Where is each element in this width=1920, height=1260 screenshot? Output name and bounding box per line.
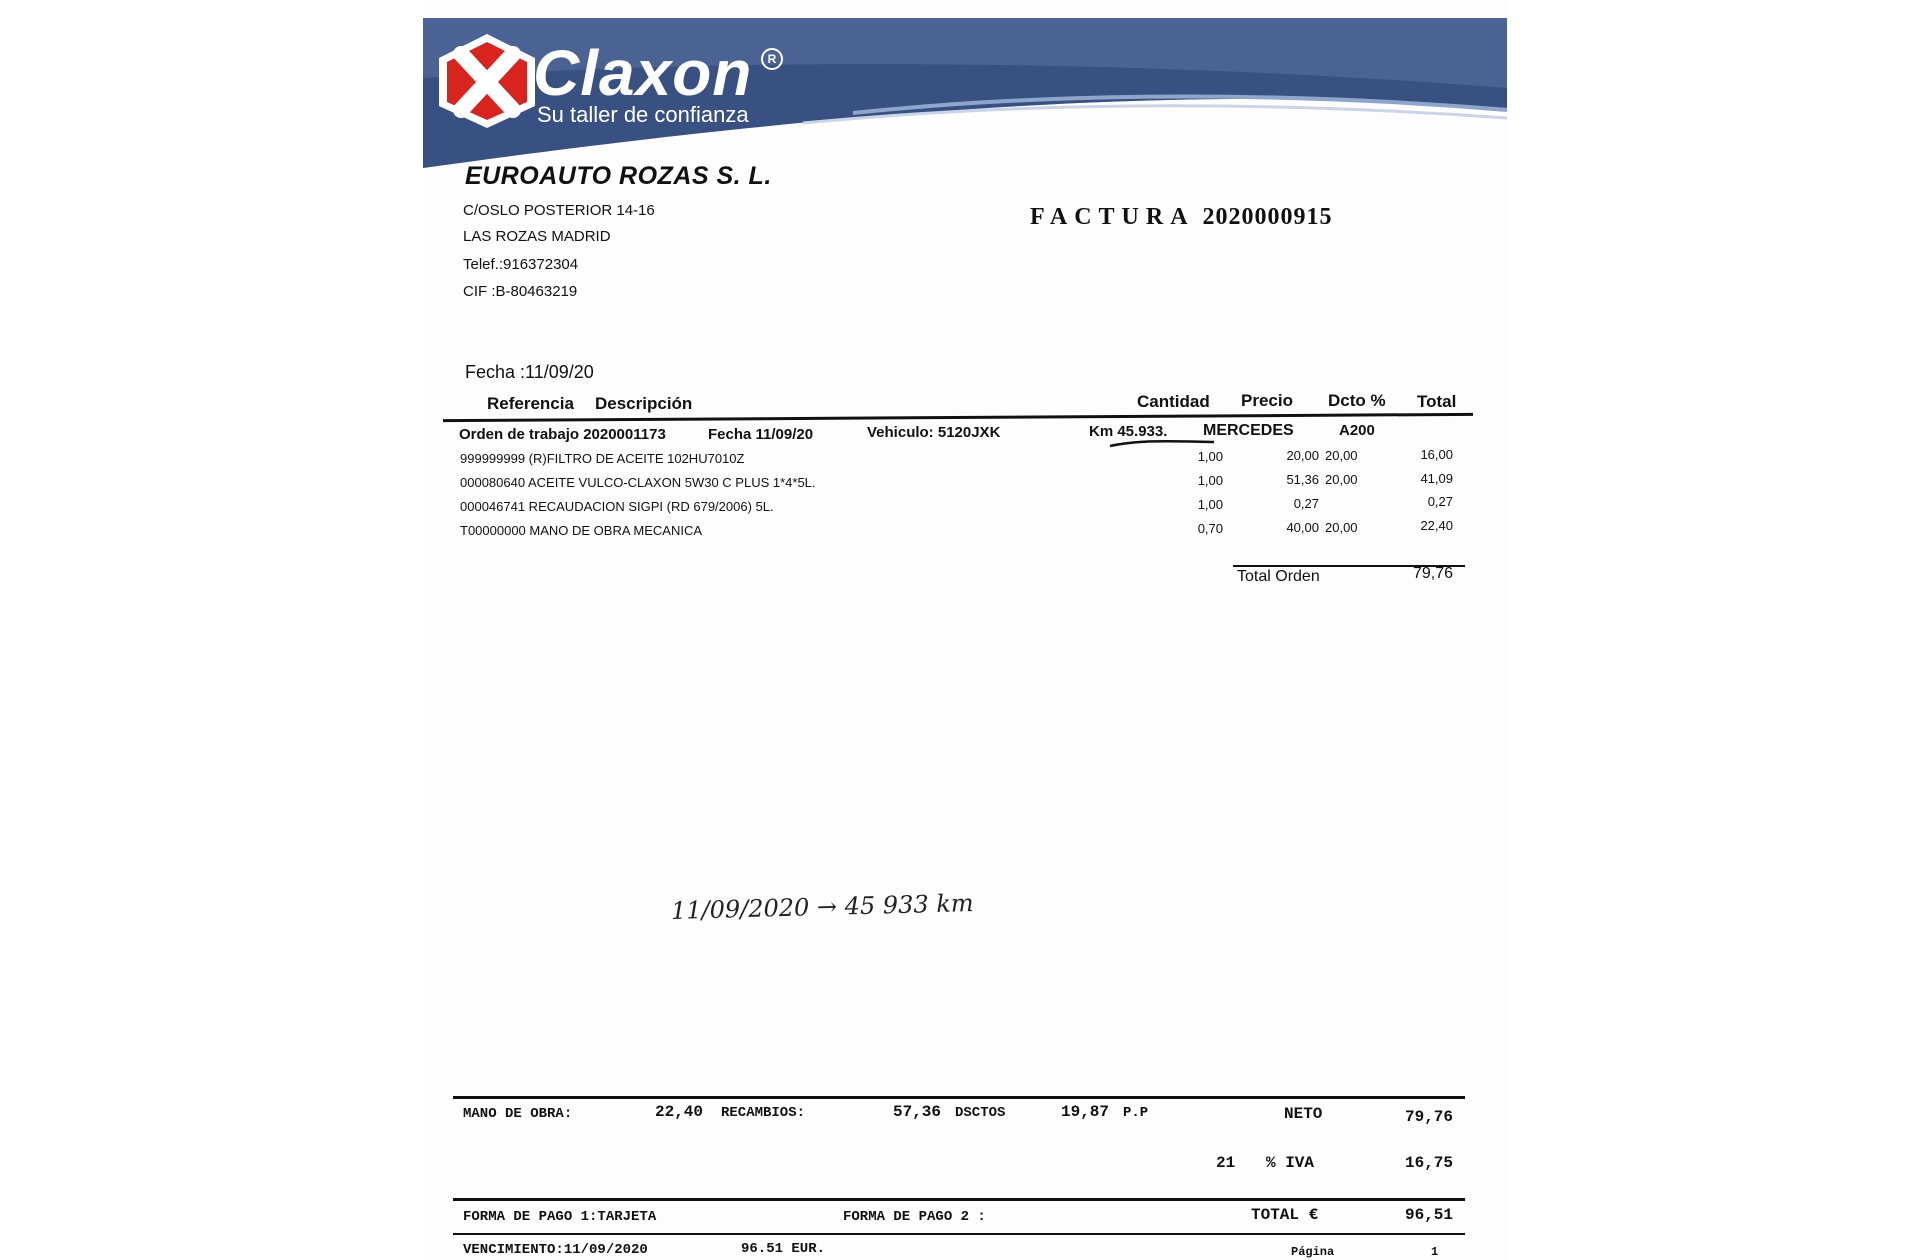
km-handwritten-underline bbox=[1108, 436, 1218, 450]
row-quantity: 1,00 bbox=[1197, 473, 1223, 488]
col-total: Total bbox=[1417, 392, 1457, 411]
iva-label: % IVA bbox=[1266, 1154, 1315, 1172]
col-dcto: Dcto % bbox=[1328, 391, 1386, 410]
registered-mark: R bbox=[761, 48, 783, 70]
row-price: 0,27 bbox=[1293, 496, 1319, 511]
brand-tagline: Su taller de confianza bbox=[537, 102, 749, 127]
company-address-2: LAS ROZAS MADRID bbox=[463, 228, 611, 245]
row-description: 999999999 (R)FILTRO DE ACEITE 102HU7010Z bbox=[460, 451, 745, 466]
mano-obra-value: 22,40 bbox=[655, 1103, 704, 1121]
invoice-label: FACTURA bbox=[1030, 204, 1195, 230]
row-price: 40,00 bbox=[1286, 520, 1319, 535]
brand-name: Claxon bbox=[533, 37, 753, 109]
vehicle-model: A200 bbox=[1339, 422, 1375, 439]
company-address-1: C/OSLO POSTERIOR 14-16 bbox=[463, 202, 655, 219]
row-total: 22,40 bbox=[1420, 518, 1453, 533]
invoice-title bbox=[1030, 204, 1333, 231]
total-orden-value: 79,76 bbox=[1412, 565, 1453, 582]
invoice-date: Fecha :11/09/20 bbox=[465, 362, 594, 382]
order-date: Fecha 11/09/20 bbox=[708, 426, 814, 443]
order-number: Orden de trabajo 2020001173 bbox=[459, 426, 666, 443]
row-quantity: 1,00 bbox=[1197, 497, 1223, 512]
vehicle-make: MERCEDES bbox=[1203, 422, 1294, 439]
row-price: 20,00 bbox=[1286, 448, 1319, 463]
company-cif: CIF :B-80463219 bbox=[463, 283, 578, 300]
mano-obra-label: MANO DE OBRA: bbox=[463, 1106, 573, 1122]
km-label: Km bbox=[1089, 423, 1114, 440]
row-description: 000046741 RECAUDACION SIGPI (RD 679/2006) 5L. bbox=[460, 499, 774, 514]
col-cantidad: Cantidad bbox=[1137, 392, 1210, 411]
col-descripcion: Descripción bbox=[595, 394, 693, 413]
recambios-value: 57,36 bbox=[893, 1103, 942, 1121]
row-total: 0,27 bbox=[1427, 494, 1453, 509]
iva-value: 16,75 bbox=[1404, 1154, 1453, 1172]
dsctos-value: 19,87 bbox=[1061, 1103, 1110, 1121]
recambios-label: RECAMBIOS: bbox=[721, 1105, 806, 1121]
row-discount: 20,00 bbox=[1325, 448, 1358, 463]
row-quantity: 1,00 bbox=[1197, 449, 1223, 464]
company-phone: Telef.:916372304 bbox=[463, 256, 579, 273]
row-quantity: 0,70 bbox=[1197, 521, 1223, 536]
pagina-label: Página bbox=[1291, 1245, 1335, 1259]
company-name: EUROAUTO ROZAS S. L. bbox=[465, 162, 772, 190]
vencimiento: VENCIMIENTO:11/09/2020 bbox=[463, 1242, 648, 1258]
row-discount: 20,00 bbox=[1325, 472, 1358, 487]
col-precio: Precio bbox=[1241, 391, 1293, 410]
invoice-number: 2020000915 bbox=[1202, 204, 1333, 230]
iva-rate: 21 bbox=[1216, 1154, 1236, 1172]
summary-top-rule bbox=[453, 1096, 1465, 1099]
header-rule bbox=[443, 413, 1473, 422]
row-description: T00000000 MANO DE OBRA MECANICA bbox=[460, 523, 703, 538]
pagina-number: 1 bbox=[1431, 1245, 1439, 1259]
total-value: 96,51 bbox=[1404, 1206, 1453, 1224]
neto-label: NETO bbox=[1284, 1105, 1323, 1123]
summary-bottom-rule bbox=[453, 1233, 1465, 1235]
row-total: 16,00 bbox=[1420, 447, 1453, 462]
vencimiento-amount: 96.51 EUR. bbox=[741, 1241, 826, 1257]
total-orden-label: Total Orden bbox=[1237, 568, 1320, 585]
km-value: 45.933. bbox=[1117, 423, 1168, 440]
pp-label: P.P bbox=[1123, 1105, 1149, 1121]
summary-middle-rule bbox=[453, 1198, 1465, 1201]
vehicle-plate: Vehiculo: 5120JXK bbox=[867, 424, 1001, 441]
col-referencia: Referencia bbox=[487, 394, 574, 413]
forma-pago-1: FORMA DE PAGO 1:TARJETA bbox=[463, 1209, 657, 1225]
claxon-logo-icon bbox=[431, 30, 543, 130]
forma-pago-2: FORMA DE PAGO 2 : bbox=[843, 1209, 986, 1225]
row-price: 51,36 bbox=[1286, 472, 1319, 487]
row-total: 41,09 bbox=[1420, 471, 1453, 486]
row-description: 000080640 ACEITE VULCO-CLAXON 5W30 C PLUS 1*4*5L. bbox=[460, 475, 816, 490]
neto-value: 79,76 bbox=[1404, 1108, 1453, 1126]
total-label: TOTAL € bbox=[1251, 1206, 1319, 1224]
dsctos-label: DSCTOS bbox=[955, 1105, 1006, 1121]
invoice-page bbox=[423, 0, 1507, 1260]
row-discount: 20,00 bbox=[1325, 520, 1358, 535]
handwritten-km-note: 11/09/2020 → 45 933 km bbox=[670, 889, 974, 925]
